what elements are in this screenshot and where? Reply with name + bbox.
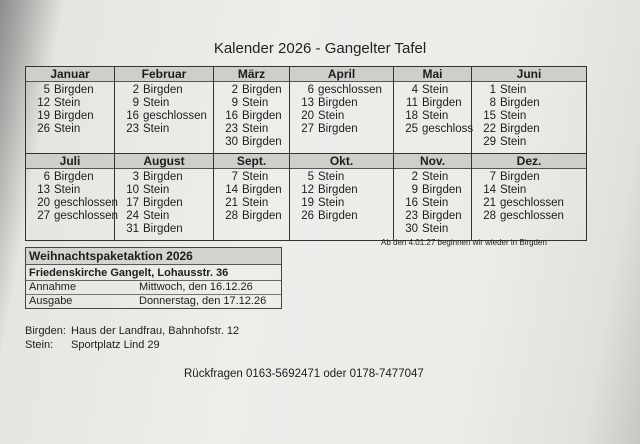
day-entry — [119, 97, 209, 110]
day-entry — [218, 184, 285, 197]
day-entry — [30, 123, 110, 136]
calendar-row — [26, 154, 587, 241]
day-number: 27 — [37, 210, 50, 222]
day-number: 4 — [411, 84, 418, 96]
day-entry — [119, 123, 209, 136]
christmas-box — [25, 247, 282, 309]
day-entry — [398, 210, 467, 223]
calendar-row — [26, 67, 587, 154]
day-entry — [218, 84, 285, 97]
day-number: 12 — [37, 97, 50, 109]
month-entries — [214, 82, 289, 153]
month-cell — [290, 67, 394, 154]
day-entry — [30, 84, 110, 97]
month-name: Nov. — [394, 154, 471, 169]
day-location: Stein — [500, 110, 527, 122]
month-name: Juni — [472, 67, 586, 82]
location-value: Haus der Landfrau, Bahnhofstr. 12 — [71, 325, 240, 337]
day-location: Stein — [422, 171, 449, 183]
month-entries — [115, 82, 213, 153]
month-cell — [214, 154, 290, 241]
day-number: 20 — [37, 197, 50, 209]
month-name: März — [214, 67, 289, 82]
day-entry — [294, 84, 389, 97]
month-cell — [394, 154, 472, 241]
christmas-row-value: Mittwoch, den 16.12.26 — [139, 281, 253, 293]
day-location: Stein — [500, 184, 527, 196]
day-number: 25 — [405, 123, 418, 135]
month-cell — [214, 67, 290, 154]
day-number: 14 — [225, 184, 238, 196]
location-label: Birgden: — [25, 325, 66, 337]
month-cell — [290, 154, 394, 241]
day-location: geschloss — [422, 123, 474, 135]
calendar-table — [25, 66, 587, 241]
day-number: 13 — [301, 97, 314, 109]
day-number: 29 — [483, 136, 496, 148]
day-entry — [218, 136, 285, 149]
day-number: 16 — [225, 110, 238, 122]
day-number: 15 — [483, 110, 496, 122]
day-entry — [294, 210, 389, 223]
day-number: 6 — [43, 171, 50, 183]
day-location: Birgden — [422, 210, 462, 222]
location-label: Stein: — [25, 339, 54, 351]
day-location: Birgden — [54, 84, 94, 96]
day-location: Stein — [54, 184, 81, 196]
day-number: 21 — [483, 197, 496, 209]
day-entry — [218, 123, 285, 136]
month-cell — [26, 154, 118, 241]
day-entry — [398, 84, 467, 97]
month-entries — [26, 169, 118, 240]
day-number: 23 — [225, 123, 238, 135]
day-entry — [476, 197, 582, 210]
day-entry — [30, 197, 118, 210]
month-entries — [26, 82, 114, 153]
day-location: Birgden — [143, 223, 183, 235]
day-number: 16 — [126, 110, 139, 122]
day-location: Birgden — [318, 210, 358, 222]
day-entry — [294, 184, 389, 197]
day-number: 28 — [225, 210, 238, 222]
day-number: 19 — [37, 110, 50, 122]
day-location: Birgden — [242, 84, 282, 96]
christmas-location: Friedenskirche Gangelt, Lohausstr. 36 — [26, 265, 281, 281]
day-location: Stein — [500, 136, 527, 148]
day-entry — [398, 123, 474, 136]
day-number: 2 — [411, 171, 418, 183]
day-location: Birgden — [500, 171, 540, 183]
day-number: 14 — [483, 184, 496, 196]
day-number: 12 — [301, 184, 314, 196]
day-entry — [398, 184, 467, 197]
day-entry — [476, 97, 582, 110]
day-location: Birgden — [242, 110, 282, 122]
day-number: 7 — [231, 171, 238, 183]
day-entry — [398, 171, 467, 184]
day-entry — [30, 110, 110, 123]
month-entries — [472, 82, 586, 153]
month-entries — [394, 169, 471, 240]
day-number: 16 — [405, 197, 418, 209]
day-entry — [218, 210, 285, 223]
day-location: Stein — [318, 197, 345, 209]
day-entry — [294, 171, 389, 184]
day-entry — [119, 197, 209, 210]
day-location: Stein — [54, 97, 81, 109]
location-birgden — [25, 325, 240, 337]
day-entry — [119, 223, 209, 236]
day-number: 26 — [301, 210, 314, 222]
day-entry — [476, 210, 582, 223]
day-number: 28 — [483, 210, 496, 222]
day-location: Stein — [242, 171, 269, 183]
month-cell — [26, 67, 115, 154]
day-location: Birgden — [318, 184, 358, 196]
day-location: Stein — [422, 223, 449, 235]
day-entry — [398, 197, 467, 210]
day-number: 21 — [225, 197, 238, 209]
month-name: Januar — [26, 67, 114, 82]
day-entry — [119, 171, 209, 184]
day-location: Birgden — [54, 171, 94, 183]
day-location: Stein — [242, 123, 269, 135]
day-number: 9 — [411, 184, 418, 196]
day-number: 13 — [37, 184, 50, 196]
day-entry — [476, 123, 582, 136]
day-location: Birgden — [143, 171, 183, 183]
day-number: 8 — [489, 97, 496, 109]
restart-note: Ab den 4.01.27 beginnen wir wieder in Birgden — [381, 238, 547, 247]
month-name: Mai — [394, 67, 471, 82]
day-location: Birgden — [318, 123, 358, 135]
day-number: 9 — [132, 97, 139, 109]
day-location: Stein — [242, 97, 269, 109]
day-number: 5 — [307, 171, 314, 183]
day-entry — [218, 171, 285, 184]
day-location: Stein — [242, 197, 269, 209]
day-location: Stein — [318, 171, 345, 183]
day-entry — [476, 136, 582, 149]
location-stein — [25, 339, 160, 351]
day-location: Birgden — [143, 197, 183, 209]
day-entry — [294, 110, 389, 123]
day-location: Birgden — [422, 184, 462, 196]
christmas-row-value: Donnerstag, den 17.12.26 — [139, 295, 267, 307]
day-location: Birgden — [318, 97, 358, 109]
day-entry — [30, 97, 110, 110]
day-number: 3 — [132, 171, 139, 183]
day-location: geschlossen — [500, 197, 564, 209]
day-number: 2 — [231, 84, 238, 96]
day-entry — [476, 84, 582, 97]
day-number: 27 — [301, 123, 314, 135]
day-entry — [119, 210, 209, 223]
day-number: 6 — [307, 84, 314, 96]
day-entry — [218, 197, 285, 210]
day-number: 9 — [231, 97, 238, 109]
day-entry — [294, 123, 389, 136]
page-title: Kalender 2026 - Gangelter Tafel — [213, 40, 427, 57]
month-entries — [394, 82, 474, 153]
day-entry — [476, 184, 582, 197]
day-number: 5 — [43, 84, 50, 96]
month-name: Februar — [115, 67, 213, 82]
day-location: geschlossen — [500, 210, 564, 222]
day-location: geschlossen — [54, 210, 118, 222]
day-number: 18 — [405, 110, 418, 122]
day-location: Birgden — [242, 136, 282, 148]
day-number: 10 — [126, 184, 139, 196]
day-number: 31 — [126, 223, 139, 235]
contact-line: Rückfragen 0163-5692471 oder 0178-7477047 — [184, 368, 424, 380]
month-entries — [472, 169, 586, 240]
day-entry — [398, 110, 467, 123]
month-cell — [115, 67, 214, 154]
day-entry — [30, 171, 110, 184]
christmas-row — [26, 295, 281, 308]
day-entry — [398, 223, 467, 236]
month-cell — [472, 67, 587, 154]
month-name: Juli — [26, 154, 114, 169]
day-number: 23 — [405, 210, 418, 222]
day-location: Stein — [422, 84, 449, 96]
day-entry — [30, 210, 118, 223]
day-location: Stein — [143, 97, 170, 109]
day-location: Birgden — [242, 184, 282, 196]
day-location: Stein — [422, 197, 449, 209]
day-number: 19 — [301, 197, 314, 209]
day-number: 22 — [483, 123, 496, 135]
day-entry — [294, 97, 389, 110]
month-name: Dez. — [472, 154, 586, 169]
day-number: 7 — [489, 171, 496, 183]
day-entry — [119, 110, 209, 123]
christmas-row-label: Ausgabe — [29, 295, 73, 307]
day-location: Birgden — [500, 123, 540, 135]
day-entry — [30, 184, 110, 197]
month-entries — [214, 169, 289, 240]
day-entry — [218, 110, 285, 123]
day-number: 24 — [126, 210, 139, 222]
day-location: Stein — [500, 84, 527, 96]
day-location: Birgden — [54, 110, 94, 122]
day-location: Birgden — [242, 210, 282, 222]
month-cell — [472, 154, 587, 241]
day-location: Stein — [54, 123, 81, 135]
month-name: Sept. — [214, 154, 289, 169]
month-cell — [394, 67, 472, 154]
day-entry — [294, 197, 389, 210]
month-cell — [115, 154, 214, 241]
day-number: 2 — [132, 84, 139, 96]
day-location: Stein — [318, 110, 345, 122]
day-location: geschlossen — [54, 197, 118, 209]
day-number: 26 — [37, 123, 50, 135]
month-entries — [290, 169, 393, 240]
day-number: 23 — [126, 123, 139, 135]
day-number: 30 — [225, 136, 238, 148]
day-entry — [119, 84, 209, 97]
day-number: 11 — [406, 97, 418, 109]
day-entry — [218, 97, 285, 110]
day-entry — [476, 171, 582, 184]
day-entry — [119, 184, 209, 197]
month-entries — [290, 82, 393, 153]
month-entries — [115, 169, 213, 240]
day-location: geschlossen — [318, 84, 382, 96]
month-name: Okt. — [290, 154, 393, 169]
day-entry — [476, 110, 582, 123]
day-number: 17 — [126, 197, 139, 209]
month-name: August — [115, 154, 213, 169]
christmas-row — [26, 281, 281, 295]
month-name: April — [290, 67, 393, 82]
day-number: 20 — [301, 110, 314, 122]
christmas-row-label: Annahme — [29, 281, 77, 293]
day-location: Stein — [143, 184, 170, 196]
day-location: Stein — [422, 110, 449, 122]
day-number: 1 — [489, 84, 496, 96]
day-entry — [398, 97, 467, 110]
day-location: Birgden — [422, 97, 462, 109]
location-value: Sportplatz Lind 29 — [71, 339, 160, 351]
day-location: Stein — [143, 210, 170, 222]
christmas-title: Weihnachtspaketaktion 2026 — [26, 248, 281, 265]
day-location: Birgden — [500, 97, 540, 109]
day-location: Birgden — [143, 84, 183, 96]
day-number: 30 — [405, 223, 418, 235]
day-location: geschlossen — [143, 110, 207, 122]
day-location: Stein — [143, 123, 170, 135]
